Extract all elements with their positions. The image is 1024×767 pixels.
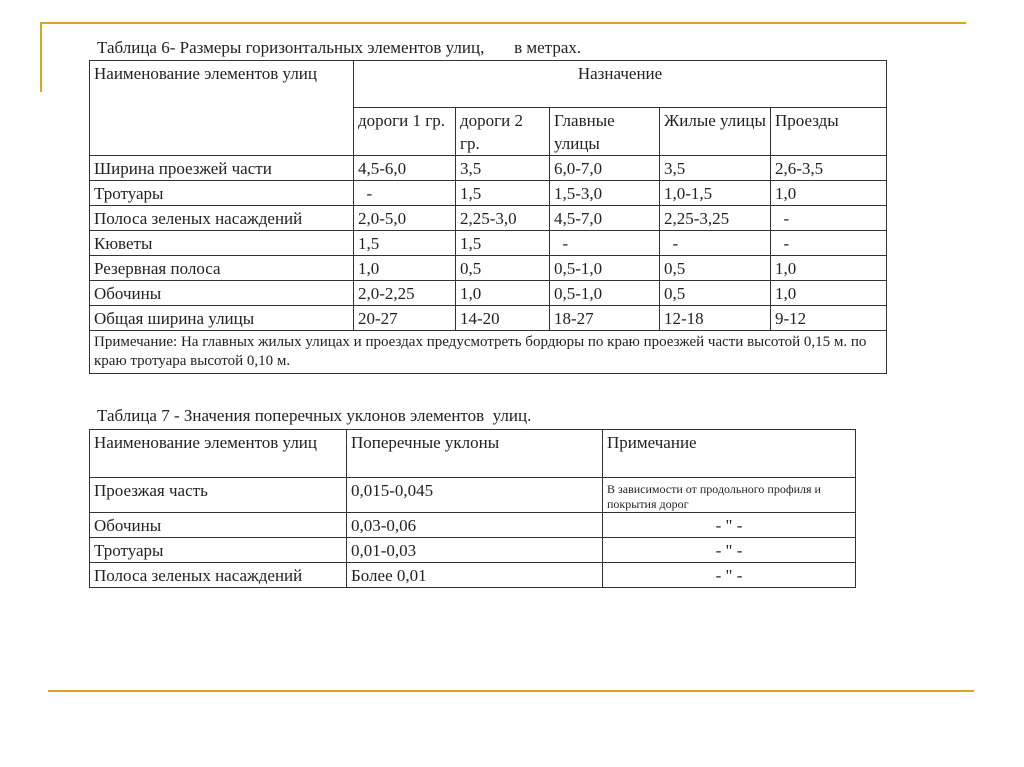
- table-row: [90, 513, 856, 538]
- table-row: [90, 563, 856, 588]
- cell: 0,5-1,0: [550, 281, 660, 306]
- row-name: Ширина проезжей части: [90, 156, 354, 181]
- table6-caption: Таблица 6- Размеры горизонтальных элементов улиц, в метрах.: [97, 38, 582, 57]
- slope-cell: Более 0,01: [347, 563, 603, 588]
- bottom-rule: [48, 690, 974, 692]
- note-cell: В зависимости от продольного профиля и покрытия дорог: [603, 478, 856, 513]
- table-row: [90, 156, 887, 181]
- table6-header-purpose: Назначение: [354, 61, 887, 108]
- slope-cell: 0,01-0,03: [347, 538, 603, 563]
- table7-header: Примечание: [603, 430, 856, 478]
- note-cell: - " -: [603, 513, 856, 538]
- cell: 1,0: [771, 181, 887, 206]
- cell: 1,5: [354, 231, 456, 256]
- cell: 1,0: [354, 256, 456, 281]
- cell: 0,5-1,0: [550, 256, 660, 281]
- table6-note: Примечание: На главных жилых улицах и проездах предусмотреть бордюры по краю проезжей части высотой 0,15 м. по краю тротуара высотой 0,10 м.: [90, 331, 887, 374]
- cell: 18-27: [550, 306, 660, 331]
- table-row: [90, 538, 856, 563]
- cell: -: [771, 206, 887, 231]
- note-cell: - " -: [603, 563, 856, 588]
- row-name: Полоса зеленых насаждений: [90, 563, 347, 588]
- cell: 0,5: [660, 256, 771, 281]
- cell: 3,5: [456, 156, 550, 181]
- table6-header-name: Наименование элементов улиц: [90, 61, 354, 156]
- cell: 9-12: [771, 306, 887, 331]
- cell: 2,25-3,0: [456, 206, 550, 231]
- table6-subheader: дороги 2 гр.: [456, 108, 550, 156]
- table6-subheader: Главные улицы: [550, 108, 660, 156]
- row-name: Общая ширина улицы: [90, 306, 354, 331]
- table7-caption: Таблица 7 - Значения поперечных уклонов элементов улиц.: [97, 406, 532, 425]
- cell: 2,6-3,5: [771, 156, 887, 181]
- cell: 1,5: [456, 181, 550, 206]
- cell: 4,5-6,0: [354, 156, 456, 181]
- left-rule: [40, 22, 42, 92]
- row-name: Полоса зеленых насаждений: [90, 206, 354, 231]
- cell: 1,5: [456, 231, 550, 256]
- table-row: [90, 306, 887, 331]
- top-rule: [40, 22, 966, 24]
- cell: -: [660, 231, 771, 256]
- cell: 1,0: [456, 281, 550, 306]
- slope-cell: 0,015-0,045: [347, 478, 603, 513]
- cell: 1,0-1,5: [660, 181, 771, 206]
- cell: -: [354, 181, 456, 206]
- note-cell: - " -: [603, 538, 856, 563]
- cell: -: [771, 231, 887, 256]
- table7: [89, 429, 856, 588]
- cell: 0,5: [660, 281, 771, 306]
- cell: -: [550, 231, 660, 256]
- cell: 14-20: [456, 306, 550, 331]
- table-row: [90, 256, 887, 281]
- table6-subheader: Проезды: [771, 108, 887, 156]
- cell: 1,0: [771, 256, 887, 281]
- row-name: Кюветы: [90, 231, 354, 256]
- table7-header: Наименование элементов улиц: [90, 430, 347, 478]
- cell: 4,5-7,0: [550, 206, 660, 231]
- cell: 6,0-7,0: [550, 156, 660, 181]
- table-row: [90, 231, 887, 256]
- cell: 20-27: [354, 306, 456, 331]
- table6-subheader: дороги 1 гр.: [354, 108, 456, 156]
- cell: 1,0: [771, 281, 887, 306]
- table-row: [90, 478, 856, 513]
- row-name: Тротуары: [90, 181, 354, 206]
- cell: 0,5: [456, 256, 550, 281]
- cell: 12-18: [660, 306, 771, 331]
- row-name: Обочины: [90, 281, 354, 306]
- row-name: Проезжая часть: [90, 478, 347, 513]
- table-row: [90, 206, 887, 231]
- row-name: Обочины: [90, 513, 347, 538]
- table-row: [90, 281, 887, 306]
- table6-subheader: Жилые улицы: [660, 108, 771, 156]
- row-name: Резервная полоса: [90, 256, 354, 281]
- table6: [89, 60, 887, 374]
- table-row: [90, 181, 887, 206]
- cell: 1,5-3,0: [550, 181, 660, 206]
- cell: 2,0-5,0: [354, 206, 456, 231]
- cell: 3,5: [660, 156, 771, 181]
- cell: 2,25-3,25: [660, 206, 771, 231]
- row-name: Тротуары: [90, 538, 347, 563]
- cell: 2,0-2,25: [354, 281, 456, 306]
- table7-header: Поперечные уклоны: [347, 430, 603, 478]
- slope-cell: 0,03-0,06: [347, 513, 603, 538]
